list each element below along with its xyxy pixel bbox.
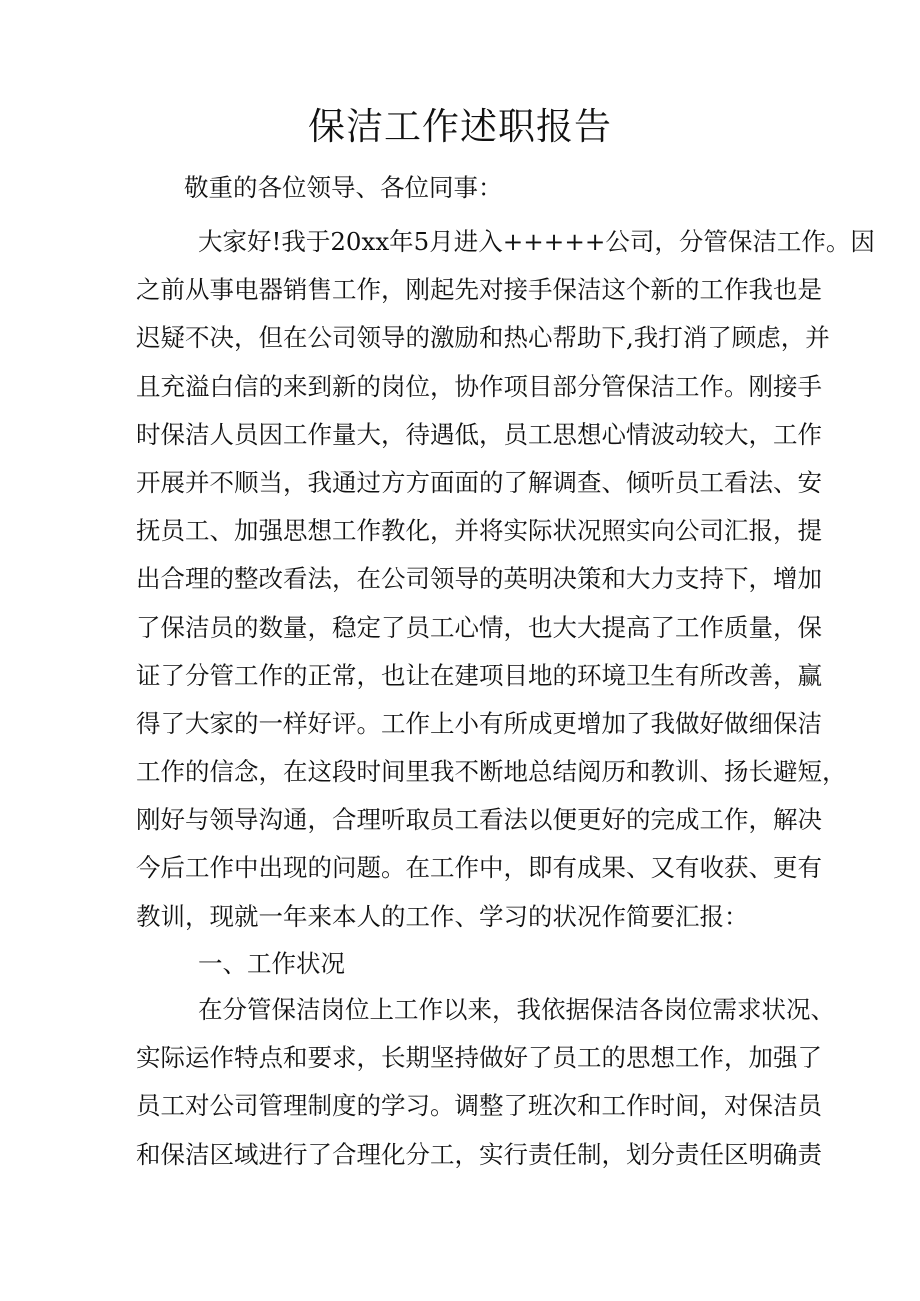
paragraph-1	[136, 218, 875, 941]
paragraph-line: 和保洁区域进行了合理化分工，实行责任制，划分责任区明确责	[136, 1139, 822, 1169]
section-1-heading: 一、工作状况	[198, 949, 345, 978]
salutation: 敬重的各位领导、各位同事：	[184, 173, 503, 202]
paragraph-line: 实际运作特点和要求，长期坚持做好了员工的思想工作，加强了	[136, 1043, 822, 1073]
paragraph-line: 今后工作中出现的问题。在工作中，即有成果、又有收获、更有	[136, 853, 822, 883]
paragraph-line: 迟疑不决，但在公司领导的激励和热心帮助下,我打消了顾虑，并	[136, 323, 830, 353]
paragraph-line: 在分管保洁岗位上工作以来，我依据保洁各岗位需求状况、	[198, 995, 835, 1024]
paragraph-line: 得了大家的一样好评。工作上小有所成更增加了我做好做细保洁	[136, 708, 822, 738]
paragraph-line: 证了分管工作的正常，也让在建项目地的环境卫生有所改善，赢	[136, 660, 822, 690]
paragraph-line: 抚员工、加强思想工作教化，并将实际状况照实向公司汇报，提	[136, 516, 822, 546]
paragraph-line: 员工对公司管理制度的学习。调整了班次和工作时间，对保洁员	[136, 1091, 822, 1121]
paragraph-line: 教训，现就一年来本人的工作、学习的状况作简要汇报：	[136, 901, 749, 931]
paragraph-line: 了保洁员的数量，稳定了员工心情，也大大提高了工作质量，保	[136, 612, 822, 642]
paragraph-line: 开展并不顺当，我通过方方面面的了解调查、倾听员工看法、安	[136, 467, 822, 497]
paragraph-line: 时保洁人员因工作量大，待遇低，员工思想心情波动较大，工作	[136, 419, 822, 449]
page-title: 保洁工作述职报告	[308, 105, 612, 148]
paragraph-line: 出合理的整改看法，在公司领导的英明决策和大力支持下，增加	[136, 564, 822, 594]
paragraph-line: 之前从事电器销售工作，刚起先对接手保洁这个新的工作我也是	[136, 275, 822, 305]
paragraph-2	[136, 986, 835, 1179]
paragraph-line: 刚好与领导沟通，合理听取员工看法以便更好的完成工作，解决	[136, 805, 822, 835]
paragraph-line: 工作的信念，在这段时间里我不断地总结阅历和教训、扬长避短，	[136, 757, 847, 787]
section-heading	[136, 940, 796, 988]
paragraph-line: 大家好!我于20xx年5月进入+++++公司，分管保洁工作。因	[198, 227, 875, 256]
paragraph-line: 且充溢白信的来到新的岗位，协作项目部分管保洁工作。刚接手	[136, 371, 822, 401]
